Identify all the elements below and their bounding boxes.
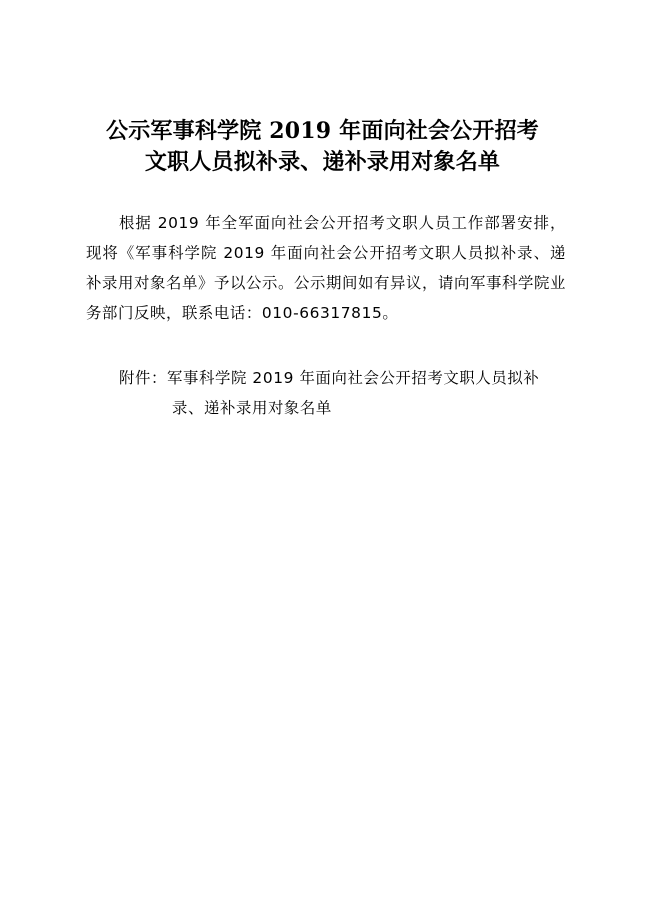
document-title xyxy=(0,116,645,178)
title-line-2: 文职人员拟补录、递补录用对象名单 xyxy=(144,149,501,175)
attachment-text: 军事科学院 2019 年面向社会公开招考文职人员拟补录、递补录用对象名单 xyxy=(166,369,540,417)
notice-paragraph: 根据 2019 年全军面向社会公开招考文职人员工作部署安排，现将《军事科学院 2019 年面向社会公开招考文职人员拟补录、递补录用对象名单》予以公示。公示期间如有异议，请向军事科学院业务部门反映，联系电话：010-66317815。 xyxy=(86,214,566,322)
attachment-label: 附件： xyxy=(119,369,167,387)
attachment-note xyxy=(86,363,566,423)
title-line-1: 公示军事科学院 2019 年面向社会公开招考 xyxy=(106,118,539,144)
